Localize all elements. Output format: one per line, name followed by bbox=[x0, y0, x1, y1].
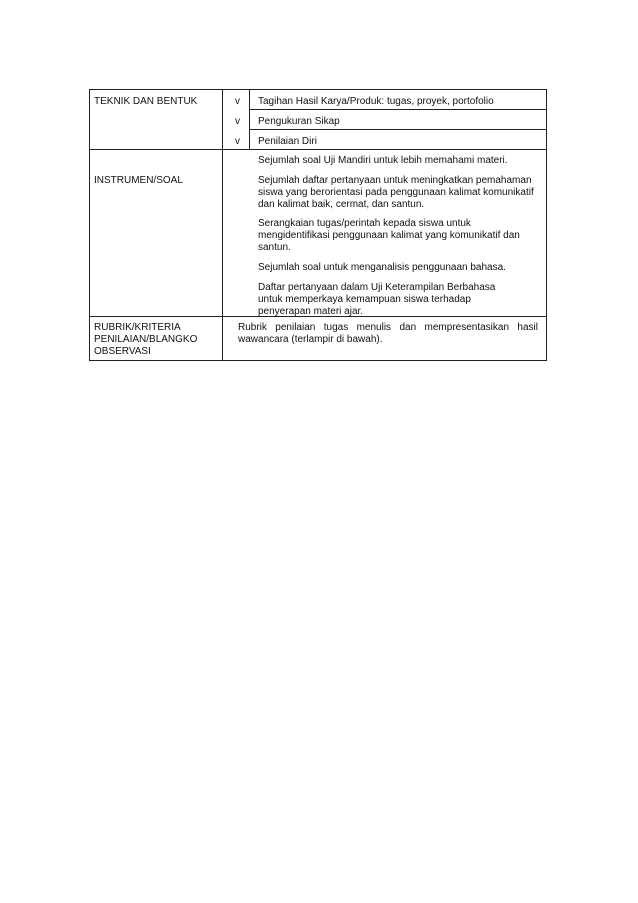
instrumen-item-2: Sejumlah daftar pertanyaan untuk meningkatkan pemahaman siswa yang berorientasi pada penggunaan kalimat komunikatif dan kalimat baik, cermat, dan santun. bbox=[258, 175, 534, 210]
teknik-item-1: Tagihan Hasil Karya/Produk: tugas, proyek, portofolio bbox=[258, 96, 494, 107]
instrumen-item-3: Serangkaian tugas/perintah kepada siswa untuk mengidentifikasi penggunaan kalimat yang komunikatif dan santun. bbox=[258, 218, 520, 253]
teknik-label: TEKNIK DAN BENTUK bbox=[94, 96, 198, 107]
teknik-item-3: Penilaian Diri bbox=[258, 136, 317, 147]
rubrik-text: Rubrik penilaian tugas menulis dan mempresentasikan hasil wawancara (terlampir di bawah). bbox=[238, 322, 538, 345]
teknik-item-line-1 bbox=[249, 109, 547, 110]
column-divider bbox=[222, 89, 223, 361]
teknik-item-line-2 bbox=[249, 129, 547, 130]
teknik-check-3: v bbox=[235, 136, 240, 147]
teknik-item-2: Pengukuran Sikap bbox=[258, 116, 340, 127]
instrumen-item-4: Sejumlah soal untuk menganalisis penggunaan bahasa. bbox=[258, 262, 506, 273]
instrumen-label: INSTRUMEN/SOAL bbox=[94, 175, 183, 186]
table-top-border bbox=[89, 89, 547, 90]
rubrik-label: RUBRIK/KRITERIA PENILAIAN/BLANGKO OBSERVASI bbox=[94, 322, 198, 357]
instrumen-item-5: Daftar pertanyaan dalam Uji Keterampilan Berbahasa untuk memperkaya kemampuan siswa terhadap penyerapan materi ajar. bbox=[258, 282, 496, 317]
instrumen-item-1: Sejumlah soal Uji Mandiri untuk lebih memahami materi. bbox=[258, 155, 508, 166]
teknik-check-2: v bbox=[235, 116, 240, 127]
teknik-check-1: v bbox=[235, 96, 240, 107]
assessment-table bbox=[89, 89, 547, 361]
teknik-mark-divider bbox=[249, 89, 250, 149]
table-bottom-border bbox=[89, 360, 547, 361]
table-left-border bbox=[89, 89, 90, 361]
row-divider-teknik bbox=[89, 149, 547, 150]
